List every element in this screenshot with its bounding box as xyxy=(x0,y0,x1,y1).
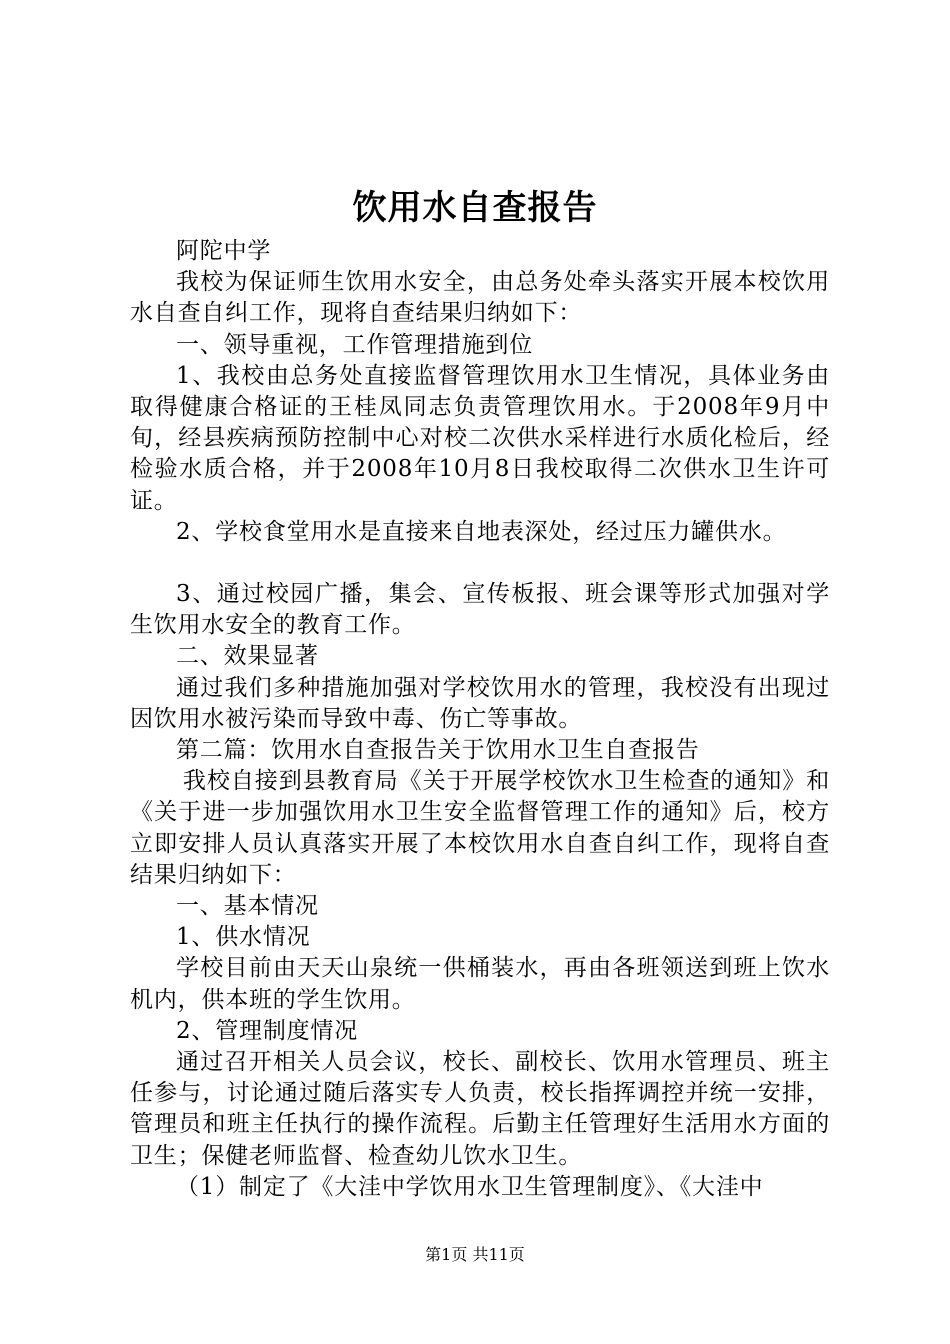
paragraph-item-2: 2、学校食堂用水是直接来自地表深处，经过压力罐供水。 xyxy=(176,518,787,545)
section-heading-results: 二、效果显著 xyxy=(176,643,319,670)
paragraph-item-3: 3、通过校园广播，集会、宣传板报、班会课等形式加强对学生饮用水安全的教育工作。 xyxy=(130,581,830,639)
paragraph-part-two-intro: 我校自接到县教育局《关于开展学校饮水卫生检查的通知》和《关于进一步加强饮用水卫生安全监督管理工作的通知》后，校方立即安排人员认真落实开展了本校饮用水自查自纠工作，现将自查结果归纳如下： xyxy=(130,768,830,888)
section-heading-leadership: 一、领导重视，工作管理措施到位 xyxy=(176,331,533,358)
document-body xyxy=(130,236,830,1203)
paragraph-item-1: 1、我校由总务处直接监督管理饮用水卫生情况，具体业务由取得健康合格证的王桂凤同志负责管理饮用水。于2008年9月中旬，经县疾病预防控制中心对校二次供水采样进行水质化检后，经检验水质合格，并于2008年10月8日我校取得二次供水卫生许可证。 xyxy=(130,362,830,514)
paragraph-school-name: 阿陀中学 xyxy=(176,238,272,264)
subheading-water-supply: 1、供水情况 xyxy=(176,924,311,951)
section-heading-part-two: 第二篇：饮用水自查报告关于饮用水卫生自查报告 xyxy=(176,737,700,764)
paragraph-management: 通过召开相关人员会议，校长、副校长、饮用水管理员、班主任参与，讨论通过随后落实专人负责，校长指挥调控并统一安排，管理员和班主任执行的操作流程。后勤主任管理好生活用水方面的卫生；保健老师监督、检查幼儿饮水卫生。 xyxy=(130,1049,830,1169)
document-title: 饮用水自查报告 xyxy=(352,188,598,228)
blank-line xyxy=(130,548,830,579)
section-heading-basic-info: 一、基本情况 xyxy=(176,893,319,920)
subheading-management: 2、管理制度情况 xyxy=(176,1017,359,1044)
page-number: 第1页 共11页 xyxy=(425,1245,525,1264)
paragraph-water-supply: 学校目前由天天山泉统一供桶装水，再由各班领送到班上饮水机内，供本班的学生饮用。 xyxy=(130,955,830,1013)
paragraph-results: 通过我们多种措施加强对学校饮用水的管理，我校没有出现过因饮用水被污染而导致中毒、伤亡等事故。 xyxy=(130,674,830,732)
paragraph-regulations: （1）制定了《大洼中学饮用水卫生管理制度》、《大洼中 xyxy=(176,1173,764,1200)
paragraph-intro: 我校为保证师生饮用水安全，由总务处牵头落实开展本校饮用水自查自纠工作，现将自查结果归纳如下： xyxy=(130,269,830,327)
